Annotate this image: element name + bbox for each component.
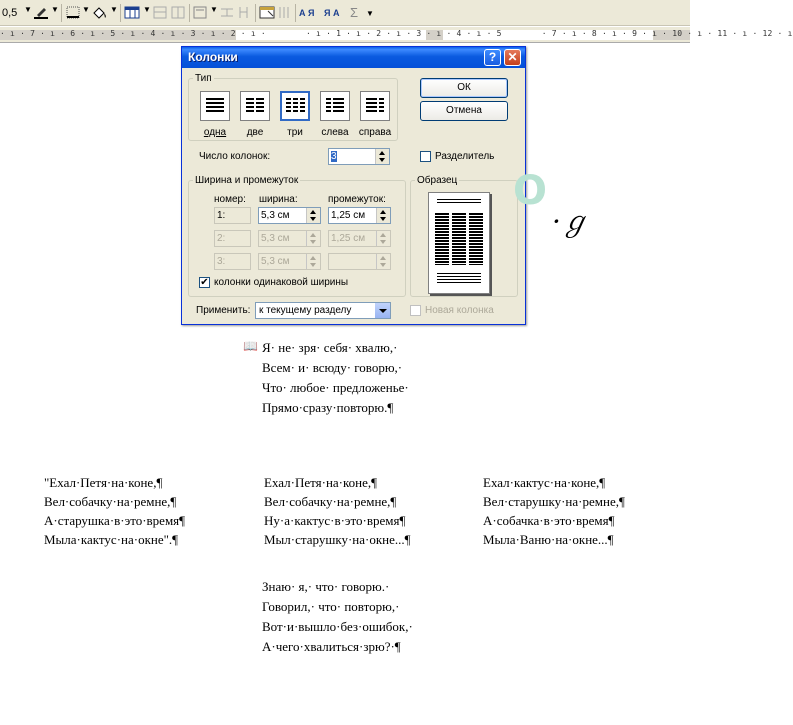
num-columns-spinner[interactable] (375, 149, 389, 164)
col2-width-input (258, 230, 321, 247)
align-cell-icon[interactable] (193, 6, 207, 19)
col3-number: 3: (214, 253, 251, 270)
apply-value: к текущему разделу (259, 305, 352, 316)
ruler-ticks: · ı · 7 · ı · 6 · ı · 5 · ı · 4 · ı · 3 · ı · 2 · ı · · ı · 1 · ı · 2 · ı · 3 · ı · 4 · ı · 5 · 7 · ı · 8 · ı · 9 · ı · 10 · ı · 11 · ı · 12 · ı (0, 29, 793, 38)
type-group-label: Тип (195, 73, 212, 84)
type-left-button[interactable] (320, 91, 350, 121)
col2-line-1[interactable]: Ехал·Петя·на·коне,¶ (264, 475, 378, 490)
line-color-dropdown-icon[interactable]: ▼ (51, 5, 59, 14)
merge-cells-icon[interactable] (153, 6, 167, 19)
type-two-button[interactable] (240, 91, 270, 121)
col1-number: 1: (214, 207, 251, 224)
col2-width-spinner (306, 231, 320, 246)
col2-line-4[interactable]: Мыл·старушку·на·окне...¶ (264, 532, 411, 547)
shading-color-icon[interactable] (92, 6, 106, 19)
separator-checkbox[interactable] (420, 151, 431, 162)
dialog-title: Колонки (188, 50, 238, 64)
col2-line-2[interactable]: Вел·собачку·на·ремне,¶ (264, 494, 397, 509)
new-column-label: Новая колонка (425, 305, 494, 316)
col2-line-3[interactable]: Ну·а·кактус·в·это·время¶ (264, 513, 406, 528)
col2-number: 2: (214, 230, 251, 247)
distribute-columns-icon[interactable] (237, 6, 251, 19)
split-cells-icon[interactable] (171, 6, 185, 19)
apply-label: Применить: (196, 305, 251, 316)
columns-dialog (181, 46, 526, 325)
align-dropdown-icon[interactable]: ▼ (210, 5, 218, 14)
line-color-icon[interactable] (34, 6, 48, 19)
type-left-label: слева (321, 127, 349, 138)
new-column-checkbox (410, 305, 421, 316)
line-width-dropdown-icon[interactable]: ▼ (24, 5, 32, 14)
ok-button[interactable]: ОК (420, 78, 508, 98)
insert-table-icon[interactable] (124, 6, 138, 19)
cancel-button[interactable]: Отмена (420, 101, 508, 121)
col-number-header: номер: (214, 194, 246, 205)
dialog-titlebar[interactable] (182, 47, 525, 68)
col3-line-4[interactable]: Мыла·Ваню·на·окне...¶ (483, 532, 614, 547)
toolbar-separator (120, 4, 121, 22)
col1-line-1[interactable]: "Ехал·Петя·на·коне,¶ (44, 475, 163, 490)
table-dropdown-icon[interactable]: ▼ (143, 5, 151, 14)
col1-width-value: 5,3 см (261, 210, 290, 221)
col1-spacing-value: 1,25 см (331, 210, 366, 221)
borders-icon[interactable] (66, 6, 80, 19)
line-width-value[interactable]: 0,5 (2, 7, 18, 19)
stanza-3-line-3[interactable]: Вот·и·вышло·без·ошибок,· (262, 619, 413, 634)
toolbar-separator (295, 4, 296, 22)
col3-line-3[interactable]: А·собачка·в·это·время¶ (483, 513, 615, 528)
close-button[interactable]: ✕ (504, 49, 521, 66)
stanza-1-line-3[interactable]: Что· любое· предложенье· (262, 380, 409, 395)
sort-ascending-icon[interactable]: А Я (299, 8, 315, 18)
col3-line-1[interactable]: Ехал·кактус·на·коне,¶ (483, 475, 606, 490)
toolbar-options-icon[interactable]: ▼ (366, 9, 374, 18)
autosum-icon[interactable]: Σ (350, 5, 359, 20)
col2-spacing-value: 1,25 см (331, 233, 366, 244)
stanza-1-line-1[interactable]: Я· не· зря· себя· хвалю,· (262, 340, 398, 355)
col3-width-value: 5,3 см (261, 256, 290, 267)
horizontal-ruler[interactable] (0, 27, 793, 43)
col3-line-2[interactable]: Вел·старушку·на·ремне,¶ (483, 494, 625, 509)
col2-spacing-spinner (376, 231, 390, 246)
type-one-button[interactable] (200, 91, 230, 121)
sample-group-label: Образец (417, 175, 458, 186)
sort-descending-icon[interactable]: Я А (324, 8, 340, 18)
col1-line-3[interactable]: А·старушка·в·это·время¶ (44, 513, 186, 528)
separator-label: Разделитель (435, 151, 495, 162)
type-right-label: справа (358, 127, 392, 138)
type-one-label: одна (203, 127, 227, 138)
col-width-header: ширина: (259, 194, 298, 205)
toolbar-separator (255, 4, 256, 22)
col1-spacing-spinner[interactable] (376, 208, 390, 223)
col1-spacing-input[interactable] (328, 207, 391, 224)
apply-dropdown[interactable] (255, 302, 391, 319)
col3-spacing-spinner (376, 254, 390, 269)
document-symbol: ·ℊ (552, 205, 589, 238)
col1-line-2[interactable]: Вел·собачку·на·ремне,¶ (44, 494, 177, 509)
col3-width-spinner (306, 254, 320, 269)
shading-dropdown-icon[interactable]: ▼ (110, 5, 118, 14)
num-columns-label: Число колонок: (199, 151, 271, 162)
help-button[interactable]: ? (484, 49, 501, 66)
borders-dropdown-icon[interactable]: ▼ (82, 5, 90, 14)
stanza-3-line-2[interactable]: Говорил,· что· повторю,· (262, 599, 400, 614)
type-two-label: две (246, 127, 264, 138)
stanza-3-line-4[interactable]: А·чего·хвалиться·зрю?·¶ (262, 639, 401, 654)
distribute-rows-icon[interactable] (220, 6, 234, 19)
toolbar-separator (61, 4, 62, 22)
type-three-label: три (287, 127, 303, 138)
type-right-button[interactable] (360, 91, 390, 121)
num-columns-input[interactable] (328, 148, 390, 165)
type-three-button[interactable] (280, 91, 310, 121)
col1-width-input[interactable] (258, 207, 321, 224)
col2-width-value: 5,3 см (261, 233, 290, 244)
sample-preview (428, 192, 490, 294)
num-columns-value: 3 (331, 151, 337, 162)
book-icon: 📖 (243, 339, 258, 353)
col3-width-input (258, 253, 321, 270)
stanza-1-line-4[interactable]: Прямо·сразу·повторю.¶ (262, 400, 394, 415)
stanza-1-line-2[interactable]: Всем· и· всюду· говорю,· (262, 360, 403, 375)
col1-line-4[interactable]: Мыла·кактус·на·окне".¶ (44, 532, 179, 547)
col2-spacing-input (328, 230, 391, 247)
formatting-toolbar (0, 0, 690, 26)
stanza-3-line-1[interactable]: Знаю· я,· что· говорю.· (262, 579, 390, 594)
autoformat-table-icon[interactable] (259, 6, 273, 19)
col3-spacing-input (328, 253, 391, 270)
text-direction-icon[interactable] (277, 6, 291, 19)
apply-dropdown-arrow-icon[interactable] (375, 303, 390, 318)
width-spacing-label: Ширина и промежуток (195, 175, 299, 186)
ghost-letter: O (513, 168, 548, 214)
col-spacing-header: промежуток: (328, 194, 386, 205)
equal-width-checkbox[interactable]: ✔ (200, 277, 209, 288)
equal-width-label: колонки одинаковой ширины (214, 277, 349, 288)
toolbar-separator (189, 4, 190, 22)
col1-width-spinner[interactable] (306, 208, 320, 223)
